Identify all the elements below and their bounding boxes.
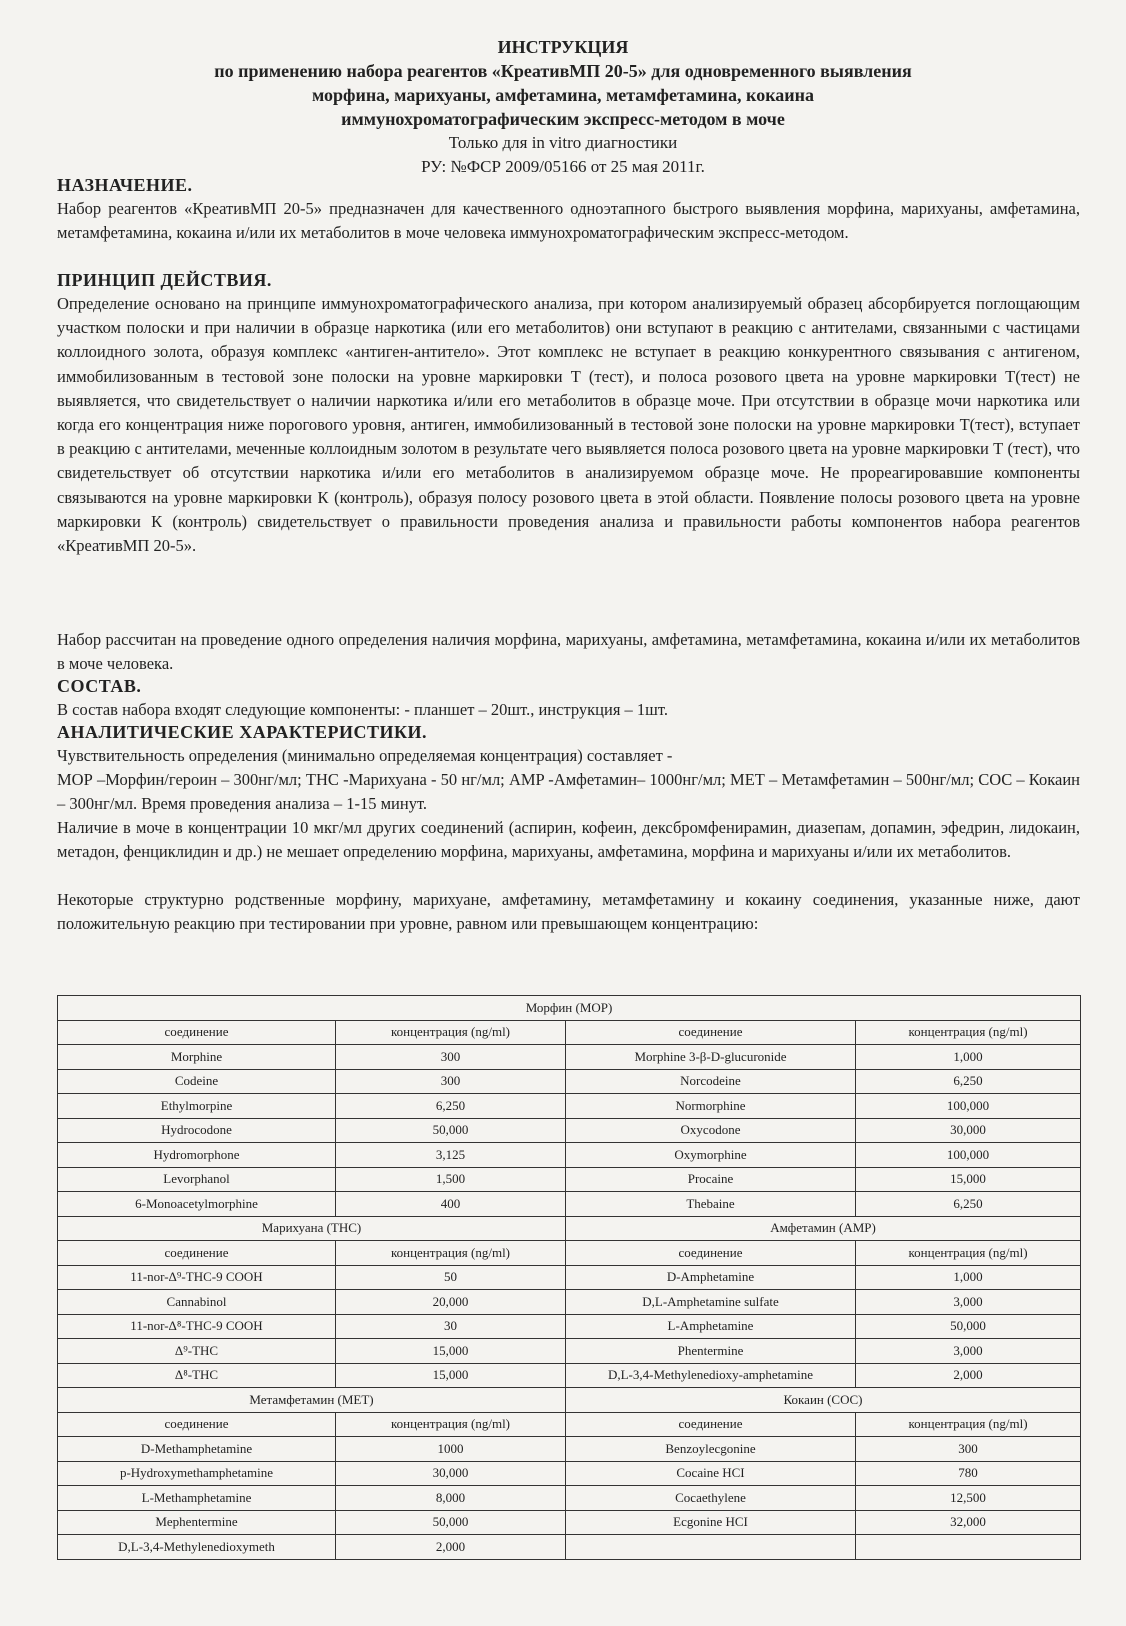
concentration-cell: 1,000 <box>856 1265 1081 1290</box>
principle-text-2: Набор рассчитан на проведение одного определения наличия морфина, марихуаны, амфетамина, метамфетамина, кокаина и/или их метаболитов в моче человека. <box>57 630 1080 674</box>
table-row <box>58 1437 1081 1462</box>
compound-cell: Δ⁸-THC <box>58 1363 336 1388</box>
table-row <box>58 1314 1081 1339</box>
subtitle-line-1: по применению набора реагентов «КреативМП 20-5» для одновременного выявления <box>214 61 912 81</box>
registration-number: РУ: №ФСР 2009/05166 от 25 мая 2011г. <box>421 157 705 176</box>
compound-cell: Ecgonine HCI <box>566 1510 856 1535</box>
concentration-cell: 2,000 <box>856 1363 1081 1388</box>
cross-reactivity-table <box>57 995 1081 1560</box>
concentration-cell: 1,000 <box>856 1045 1081 1070</box>
header-concentration: концентрация (ng/ml) <box>336 1412 566 1437</box>
table-row <box>58 1290 1081 1315</box>
concentration-cell: 300 <box>336 1045 566 1070</box>
concentration-cell: 50,000 <box>336 1510 566 1535</box>
concentration-cell: 30,000 <box>856 1118 1081 1143</box>
concentration-cell: 20,000 <box>336 1290 566 1315</box>
met-coc-section <box>58 1388 1081 1437</box>
compound-cell: 6-Monoacetylmorphine <box>58 1192 336 1217</box>
header-concentration: концентрация (ng/ml) <box>336 1020 566 1045</box>
compound-cell: D,L-3,4-Methylenedioxy-amphetamine <box>566 1363 856 1388</box>
compound-cell: Oxycodone <box>566 1118 856 1143</box>
compound-cell: Procaine <box>566 1167 856 1192</box>
principle-text: Определение основано на принципе иммунохроматографического анализа, при котором анализируемый образец абсорбируется поглощающим участком полоски и при наличии в образце наркотика (или его метаболитов) они вступают в реакцию с антителами, связанными с частицами коллоидного золота, образуя комплекс «антиген-антитело». Этот комплекс не вступает в реакцию конкурентного связывания с антигеном, иммобилизованным в тестовой зоне полоски на уровне маркировки Т (тест), и полоса розового цвета на уровне маркировки Т(тест) не выявляется, что свидетельствует о наличии наркотика и/или его метаболитов в образце моче. При отсутствии в образце мочи наркотика или когда его концентрация ниже порогового уровня, антиген, иммобилизованный в тестовой зоне полоски на уровне маркировки Т(тест), вступает в реакцию с антителами, меченные коллоидным золотом в результате чего выявляется полоса розового цвета на уровне маркировки Т (тест), что свидетельствует об отсутствии наркотика и/или его метаболитов в анализируемом образце моче. Не прореагировавшие компоненты связываются на уровне маркировки К (контроль), образуя полосу розового цвета в этой области. Появление полосы розового цвета на уровне маркировки К (контроль) свидетельствует о правильности проведения анализа и правильности работы компонентов набора реагентов «КреативМП 20-5». <box>57 294 1080 556</box>
table-row <box>58 1486 1081 1511</box>
concentration-cell: 15,000 <box>336 1363 566 1388</box>
concentration-cell: 1000 <box>336 1437 566 1462</box>
concentration-cell: 50 <box>336 1265 566 1290</box>
document-title: ИНСТРУКЦИЯ <box>497 37 629 57</box>
compound-cell: Hydromorphone <box>58 1143 336 1168</box>
concentration-cell: 32,000 <box>856 1510 1081 1535</box>
concentration-cell: 6,250 <box>856 1192 1081 1217</box>
morphine-title: Морфин (MOP) <box>58 996 1081 1021</box>
compound-cell: D-Amphetamine <box>566 1265 856 1290</box>
compound-cell: Δ⁹-THC <box>58 1339 336 1364</box>
thc-title: Марихуана (THC) <box>58 1216 566 1241</box>
compound-cell: D,L-3,4-Methylenedioxymeth <box>58 1535 336 1560</box>
compound-cell: Hydrocodone <box>58 1118 336 1143</box>
concentration-cell: 300 <box>336 1069 566 1094</box>
concentration-cell: 50,000 <box>336 1118 566 1143</box>
table-row <box>58 1461 1081 1486</box>
compound-cell: D-Methamphetamine <box>58 1437 336 1462</box>
concentration-cell: 6,250 <box>856 1069 1081 1094</box>
morphine-section <box>58 996 1081 1045</box>
compound-cell: Cocaine HCI <box>566 1461 856 1486</box>
in-vitro-note: Только для in vitro диагностики <box>448 133 678 152</box>
subtitle-line-3: иммунохроматографическим экспресс-методом в моче <box>341 109 785 129</box>
analytic-heading: АНАЛИТИЧЕСКИЕ ХАРАКТЕРИСТИКИ. <box>57 722 427 742</box>
concentration-cell: 8,000 <box>336 1486 566 1511</box>
table-row <box>58 1192 1081 1217</box>
table-row <box>58 1094 1081 1119</box>
concentration-cell: 30 <box>336 1314 566 1339</box>
table-row <box>58 1118 1081 1143</box>
concentration-cell: 100,000 <box>856 1143 1081 1168</box>
header-concentration: концентрация (ng/ml) <box>336 1241 566 1266</box>
table-row <box>58 1363 1081 1388</box>
morphine-rows <box>58 1045 1081 1217</box>
compound-cell: 11-nor-Δ⁹-THC-9 COOH <box>58 1265 336 1290</box>
concentration-cell: 15,000 <box>856 1167 1081 1192</box>
compound-cell: Morphine <box>58 1045 336 1070</box>
purpose-heading: НАЗНАЧЕНИЕ. <box>57 175 193 195</box>
header-concentration: концентрация (ng/ml) <box>856 1412 1081 1437</box>
concentration-cell: 400 <box>336 1192 566 1217</box>
compound-cell: Ethylmorpine <box>58 1094 336 1119</box>
compound-cell: D,L-Amphetamine sulfate <box>566 1290 856 1315</box>
cross-reactivity-text: Некоторые структурно родственные морфину, марихуане, амфетамину, метамфетамину и кокаину соединения, указанные ниже, дают положительную реакцию при тестировании при уровне, равном или превышающем концентрацию: <box>57 890 1080 934</box>
met-coc-rows <box>58 1437 1081 1560</box>
amp-title: Амфетамин (AMP) <box>566 1216 1081 1241</box>
table-row <box>58 1339 1081 1364</box>
compound-cell: L-Methamphetamine <box>58 1486 336 1511</box>
sensitivity-values: МОР –Морфин/героин – 300нг/мл; THC -Марихуана - 50 нг/мл; AMP -Амфетамин– 1000нг/мл; МЕТ – Метамфетамин – 500нг/мл; COC – Кокаин – 300нг/мл. Время проведения анализа – 1-15 минут. <box>57 770 1080 814</box>
header-compound: соединение <box>566 1412 856 1437</box>
concentration-cell: 6,250 <box>336 1094 566 1119</box>
compound-cell: p-Hydroxymethamphetamine <box>58 1461 336 1486</box>
thc-amp-rows <box>58 1265 1081 1388</box>
table-row <box>58 1167 1081 1192</box>
concentration-cell: 3,125 <box>336 1143 566 1168</box>
header-compound: соединение <box>566 1241 856 1266</box>
table-row <box>58 1143 1081 1168</box>
compound-cell: Codeine <box>58 1069 336 1094</box>
compound-cell: Norcodeine <box>566 1069 856 1094</box>
compound-cell: Cannabinol <box>58 1290 336 1315</box>
compound-cell: Thebaine <box>566 1192 856 1217</box>
table-row <box>58 1265 1081 1290</box>
compound-cell: Mephentermine <box>58 1510 336 1535</box>
header-compound: соединение <box>566 1020 856 1045</box>
compound-cell: Levorphanol <box>58 1167 336 1192</box>
concentration-cell: 1,500 <box>336 1167 566 1192</box>
concentration-cell: 50,000 <box>856 1314 1081 1339</box>
table-row <box>58 1510 1081 1535</box>
header-concentration: концентрация (ng/ml) <box>856 1020 1081 1045</box>
concentration-cell <box>856 1535 1081 1560</box>
table-header-row <box>58 1412 1081 1437</box>
header-concentration: концентрация (ng/ml) <box>856 1241 1081 1266</box>
table-header-row <box>58 1020 1081 1045</box>
concentration-cell: 100,000 <box>856 1094 1081 1119</box>
concentration-cell: 2,000 <box>336 1535 566 1560</box>
table-header-row <box>58 1241 1081 1266</box>
sensitivity-intro: Чувствительность определения (минимально определяемая концентрация) составляет - <box>57 746 673 765</box>
concentration-cell: 30,000 <box>336 1461 566 1486</box>
compound-cell: L-Amphetamine <box>566 1314 856 1339</box>
compound-cell: Oxymorphine <box>566 1143 856 1168</box>
compound-cell <box>566 1535 856 1560</box>
concentration-cell: 15,000 <box>336 1339 566 1364</box>
compound-cell: Phentermine <box>566 1339 856 1364</box>
concentration-cell: 780 <box>856 1461 1081 1486</box>
table-row <box>58 1069 1081 1094</box>
compound-cell: Benzoylecgonine <box>566 1437 856 1462</box>
composition-text: В состав набора входят следующие компоненты: - планшет – 20шт., инструкция – 1шт. <box>57 700 668 719</box>
thc-amp-section <box>58 1216 1081 1265</box>
header-compound: соединение <box>58 1412 336 1437</box>
interference-text: Наличие в моче в концентрации 10 мкг/мл других соединений (аспирин, кофеин, дексбромфенирамин, диазепам, допамин, эфедрин, лидокаин, метадон, фенциклидин и др.) не мешает определению морфина, марихуаны, амфетамина, морфина и марихуаны и/или их метаболитов. <box>57 818 1080 862</box>
met-title: Метамфетамин (МЕТ) <box>58 1388 566 1413</box>
table-row <box>58 1535 1081 1560</box>
compound-cell: Cocaethylene <box>566 1486 856 1511</box>
subtitle-line-2: морфина, марихуаны, амфетамина, метамфетамина, кокаина <box>311 85 815 105</box>
header-compound: соединение <box>58 1020 336 1045</box>
concentration-cell: 300 <box>856 1437 1081 1462</box>
concentration-cell: 3,000 <box>856 1290 1081 1315</box>
header-compound: соединение <box>58 1241 336 1266</box>
concentration-cell: 12,500 <box>856 1486 1081 1511</box>
compound-cell: 11-nor-Δ⁸-THC-9 COOH <box>58 1314 336 1339</box>
purpose-text: Набор реагентов «КреативМП 20-5» предназначен для качественного одноэтапного быстрого выявления морфина, марихуаны, амфетамина, метамфетамина, кокаина и/или их метаболитов в моче человека иммунохроматографическим экспресс-методом. <box>57 199 1080 243</box>
compound-cell: Normorphine <box>566 1094 856 1119</box>
concentration-cell: 3,000 <box>856 1339 1081 1364</box>
principle-heading: ПРИНЦИП ДЕЙСТВИЯ. <box>57 270 272 290</box>
composition-heading: СОСТАВ. <box>57 676 142 696</box>
coc-title: Кокаин (COC) <box>566 1388 1081 1413</box>
table-row <box>58 1045 1081 1070</box>
compound-cell: Morphine 3-β-D-glucuronide <box>566 1045 856 1070</box>
